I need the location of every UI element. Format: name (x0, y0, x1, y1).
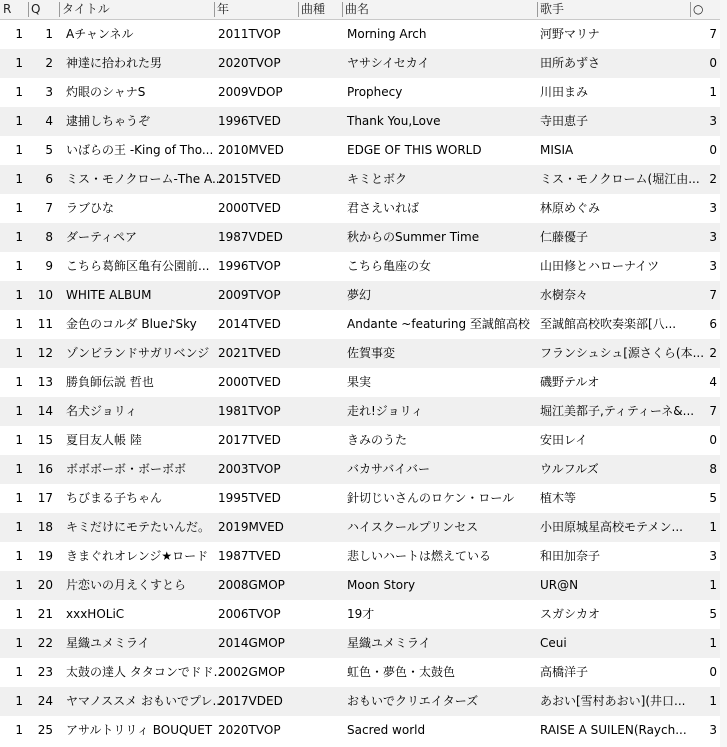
table-row[interactable] (0, 484, 720, 513)
column-header-circle[interactable]: ○ (690, 0, 720, 19)
cell-q: 13 (37, 375, 53, 389)
cell-q: 18 (37, 520, 53, 534)
cell-circle: 3 (709, 114, 717, 128)
cell-artist: 至誠館高校吹奏楽部[八... (540, 317, 677, 331)
cell-q: 11 (37, 317, 53, 331)
table-row[interactable] (0, 165, 720, 194)
cell-r: 1 (15, 520, 23, 534)
cell-artist: MISIA (540, 143, 574, 157)
cell-circle: 5 (709, 607, 717, 621)
cell-q: 1 (45, 27, 53, 41)
cell-q: 9 (45, 259, 53, 273)
cell-artist: 安田レイ (540, 433, 588, 447)
cell-artist: 植木等 (540, 491, 577, 505)
cell-circle: 0 (709, 433, 717, 447)
cell-circle: 1 (709, 85, 717, 99)
cell-song-name: 走れ!ジョリィ (347, 404, 424, 418)
cell-r: 1 (15, 491, 23, 505)
cell-circle: 0 (709, 143, 717, 157)
cell-q: 15 (37, 433, 53, 447)
table-row[interactable] (0, 513, 720, 542)
cell-r: 1 (15, 433, 23, 447)
cell-song-name: おもいでクリエイターズ (347, 694, 479, 708)
cell-circle: 7 (709, 404, 717, 418)
table-row[interactable] (0, 281, 720, 310)
cell-circle: 7 (709, 288, 717, 302)
cell-artist: 田所あずさ (540, 56, 601, 70)
cell-artist: 磯野テルオ (540, 375, 600, 389)
cell-song-name: キミとボク (347, 172, 408, 186)
cell-song-name: 19才 (347, 607, 375, 621)
cell-artist: フランシュシュ[源さくら(本... (540, 346, 705, 360)
cell-year: 2009TVOP (218, 288, 281, 302)
cell-r: 1 (15, 317, 23, 331)
cell-year: 2021TVED (218, 346, 281, 360)
cell-artist: 小田原城星高校モテメン... (540, 520, 683, 534)
cell-circle: 8 (709, 462, 717, 476)
cell-r: 1 (15, 201, 23, 215)
cell-r: 1 (15, 27, 23, 41)
cell-r: 1 (15, 85, 23, 99)
cell-circle: 0 (709, 56, 717, 70)
cell-circle: 6 (709, 317, 717, 331)
cell-song-name: EDGE OF THIS WORLD (347, 143, 482, 157)
table-row[interactable] (0, 658, 720, 687)
cell-r: 1 (15, 288, 23, 302)
table-row[interactable] (0, 397, 720, 426)
cell-song-name: Sacred world (347, 723, 426, 737)
cell-year: 1981TVOP (218, 404, 281, 418)
cell-year: 2010MVED (218, 143, 284, 157)
cell-circle: 3 (709, 201, 717, 215)
cell-artist: 林原めぐみ (540, 201, 601, 215)
table-row[interactable] (0, 455, 720, 484)
cell-year: 2020TVOP (218, 56, 281, 70)
cell-title: 太鼓の達人 タタコンでドド... (66, 665, 226, 679)
cell-q: 4 (45, 114, 53, 128)
cell-title: きまぐれオレンジ★ロード (66, 549, 209, 563)
cell-song-name: Moon Story (347, 578, 416, 592)
cell-circle: 3 (709, 230, 717, 244)
table-row[interactable] (0, 136, 720, 165)
cell-song-name: バカサバイバー (347, 462, 431, 476)
cell-title: 片恋いの月えくすとら (66, 578, 187, 592)
cell-circle: 4 (709, 375, 717, 389)
cell-title: ちびまる子ちゃん (66, 491, 163, 505)
cell-year: 2000TVED (218, 201, 281, 215)
cell-title: ラブひな (66, 201, 115, 215)
cell-artist: 水樹奈々 (540, 288, 589, 302)
cell-song-name: Andante ~featuring 至誠館高校 (347, 317, 530, 331)
cell-year: 2019MVED (218, 520, 284, 534)
cell-q: 3 (45, 85, 53, 99)
cell-r: 1 (15, 694, 23, 708)
table-row[interactable] (0, 542, 720, 571)
cell-artist: あおい[雪村あおい](井口... (540, 694, 686, 708)
cell-q: 12 (37, 346, 53, 360)
cell-year: 2014GMOP (218, 636, 285, 650)
cell-r: 1 (15, 375, 23, 389)
cell-song-name: 夢幻 (347, 288, 372, 302)
cell-title: キミだけにモテたいんだ。 (66, 520, 211, 534)
table-row[interactable] (0, 78, 720, 107)
column-header-artist[interactable]: 歌手 (537, 0, 690, 19)
cell-song-name: きみのうた (347, 433, 408, 447)
cell-title: 灼眼のシャナS (66, 85, 146, 99)
cell-artist: Ceui (540, 636, 567, 650)
cell-year: 1987VDED (218, 230, 283, 244)
cell-song-name: 秋からのSummer Time (347, 230, 480, 244)
cell-title: ゾンビランドサガリベンジ (66, 346, 210, 360)
cell-q: 23 (37, 665, 53, 679)
cell-song-name: 針切じいさんのロケン・ロール (347, 491, 515, 505)
cell-artist: 和田加奈子 (540, 549, 601, 563)
cell-song-name: ハイスクールプリンセス (347, 520, 479, 534)
cell-r: 1 (15, 723, 23, 737)
cell-q: 5 (45, 143, 53, 157)
cell-year: 2017TVED (218, 433, 281, 447)
cell-q: 25 (37, 723, 53, 737)
cell-song-name: 虹色・夢色・太鼓色 (347, 665, 456, 679)
cell-artist: 堀江美都子,ティティーネ&... (540, 404, 695, 418)
table-row[interactable] (0, 223, 720, 252)
cell-r: 1 (15, 549, 23, 563)
cell-title: 神達に拾われた男 (66, 56, 163, 70)
cell-circle: 1 (709, 578, 717, 592)
cell-year: 1996TVOP (218, 259, 281, 273)
cell-r: 1 (15, 404, 23, 418)
cell-title: ボボボーボ・ボーボボ (66, 462, 187, 476)
column-header-title[interactable]: タイトル (59, 0, 214, 19)
cell-title: アサルトリリィ BOUQUET (66, 723, 213, 737)
cell-r: 1 (15, 665, 23, 679)
cell-r: 1 (15, 56, 23, 70)
cell-r: 1 (15, 607, 23, 621)
cell-artist: 仁藤優子 (540, 230, 589, 244)
cell-q: 17 (37, 491, 53, 505)
table-row[interactable] (0, 368, 720, 397)
cell-year: 2011TVOP (218, 27, 281, 41)
cell-q: 2 (45, 56, 53, 70)
cell-title: ヤマノススメ おもいでプレ... (66, 694, 224, 708)
cell-r: 1 (15, 230, 23, 244)
cell-circle: 2 (709, 346, 717, 360)
cell-song-name: Morning Arch (347, 27, 427, 41)
cell-r: 1 (15, 259, 23, 273)
cell-year: 2017VDED (218, 694, 283, 708)
column-header-q[interactable]: Q (28, 0, 58, 19)
cell-q: 24 (37, 694, 53, 708)
cell-circle: 1 (709, 636, 717, 650)
cell-q: 20 (37, 578, 53, 592)
cell-year: 2015TVED (218, 172, 281, 186)
cell-year: 2003TVOP (218, 462, 281, 476)
cell-circle: 3 (709, 723, 717, 737)
table-row[interactable] (0, 252, 720, 281)
cell-circle: 2 (709, 172, 717, 186)
column-header-song-type[interactable]: 曲種 (298, 0, 341, 19)
table-row[interactable] (0, 20, 720, 49)
cell-song-name: 悲しいハートは燃えている (347, 549, 492, 563)
cell-circle: 1 (709, 520, 717, 534)
cell-song-name: 果実 (347, 375, 372, 389)
cell-year: 2008GMOP (218, 578, 285, 592)
cell-r: 1 (15, 578, 23, 592)
cell-q: 21 (37, 607, 53, 621)
cell-r: 1 (15, 462, 23, 476)
cell-r: 1 (15, 143, 23, 157)
cell-q: 7 (45, 201, 53, 215)
cell-circle: 5 (709, 491, 717, 505)
cell-artist: ウルフルズ (540, 462, 599, 476)
cell-song-name: Thank You,Love (347, 114, 441, 128)
cell-artist: ミス・モノクローム(堀江由... (540, 172, 700, 186)
cell-year: 2000TVED (218, 375, 281, 389)
vertical-scrollbar[interactable] (720, 0, 727, 747)
cell-title: ダーティペア (66, 230, 138, 244)
table-row[interactable] (0, 629, 720, 658)
cell-song-name: Prophecy (347, 85, 403, 99)
table-body (0, 20, 720, 745)
cell-artist: 河野マリナ (540, 27, 600, 41)
cell-artist: UR@N (540, 578, 579, 592)
cell-title: 金色のコルダ Blue♪Sky (66, 317, 197, 331)
cell-q: 19 (37, 549, 53, 563)
cell-q: 10 (37, 288, 53, 302)
cell-r: 1 (15, 114, 23, 128)
table-row[interactable] (0, 600, 720, 629)
cell-title: 星織ユメミライ (66, 636, 150, 650)
cell-artist: 高橋洋子 (540, 665, 589, 679)
cell-title: 逮捕しちゃうぞ (66, 114, 151, 128)
cell-title: ミス・モノクローム-The A... (66, 172, 224, 186)
cell-title: 名犬ジョリィ (66, 404, 138, 418)
cell-title: WHITE ALBUM (66, 288, 152, 302)
table-row[interactable] (0, 49, 720, 78)
table-row[interactable] (0, 107, 720, 136)
cell-q: 16 (37, 462, 53, 476)
cell-song-name: ヤサシイセカイ (347, 56, 430, 70)
cell-song-name: 君さえいれば (347, 201, 420, 215)
cell-q: 8 (45, 230, 53, 244)
column-header-song-name[interactable]: 曲名 (342, 0, 536, 19)
table-row[interactable] (0, 716, 720, 745)
table-row[interactable] (0, 194, 720, 223)
cell-title: いばらの王 -King of Tho... (66, 143, 214, 157)
cell-artist: RAISE A SUILEN(Raych... (540, 723, 687, 737)
cell-title: こちら葛飾区亀有公園前... (66, 259, 210, 273)
table-row[interactable] (0, 339, 720, 368)
cell-circle: 1 (709, 694, 717, 708)
cell-q: 6 (45, 172, 53, 186)
cell-song-name: こちら亀座の女 (347, 259, 432, 273)
cell-q: 22 (37, 636, 53, 650)
cell-circle: 3 (709, 549, 717, 563)
column-header-r[interactable]: R (3, 2, 12, 16)
cell-year: 2014TVED (218, 317, 281, 331)
column-header-year[interactable]: 年 (214, 0, 298, 19)
cell-song-name: 佐賀事変 (347, 346, 396, 360)
cell-r: 1 (15, 172, 23, 186)
cell-artist: 寺田恵子 (540, 114, 589, 128)
table-header (0, 0, 720, 20)
table-row[interactable] (0, 310, 720, 339)
cell-r: 1 (15, 346, 23, 360)
cell-year: 2020TVOP (218, 723, 281, 737)
cell-artist: 山田修とハローナイツ (540, 259, 660, 273)
cell-artist: スガシカオ (540, 607, 601, 621)
cell-q: 14 (37, 404, 53, 418)
cell-year: 1996TVED (218, 114, 281, 128)
cell-circle: 3 (709, 259, 717, 273)
cell-circle: 0 (709, 665, 717, 679)
cell-title: Aチャンネル (66, 27, 134, 41)
cell-title: 勝負師伝説 哲也 (66, 375, 154, 389)
cell-r: 1 (15, 636, 23, 650)
cell-circle: 7 (709, 27, 717, 41)
table-row[interactable] (0, 571, 720, 600)
table-row[interactable] (0, 687, 720, 716)
cell-year: 2009VDOP (218, 85, 283, 99)
cell-year: 1987TVED (218, 549, 281, 563)
cell-title: 夏目友人帳 陸 (66, 433, 142, 447)
cell-song-name: 星織ユメミライ (347, 636, 431, 650)
cell-year: 2002GMOP (218, 665, 285, 679)
cell-artist: 川田まみ (540, 85, 589, 99)
cell-year: 1995TVED (218, 491, 281, 505)
cell-title: xxxHOLiC (66, 607, 125, 621)
table-row[interactable] (0, 426, 720, 455)
cell-year: 2006TVOP (218, 607, 281, 621)
